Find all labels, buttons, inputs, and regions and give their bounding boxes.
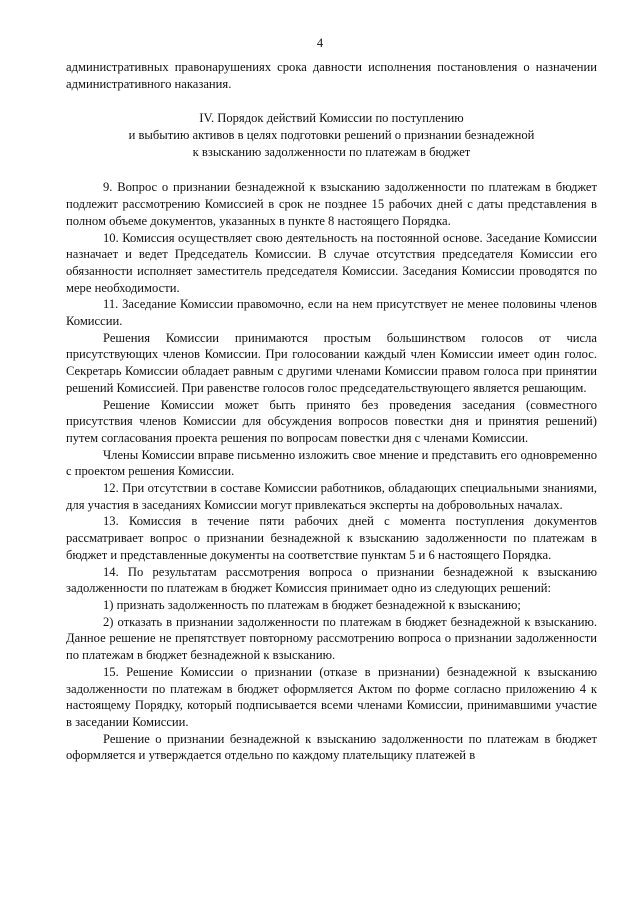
paragraph-item-13: 13. Комиссия в течение пяти рабочих дней с момента поступления документов рассматривает вопрос о признании безнадежной к взысканию задолженности по платежам в бюджет и представленные документы на соответствие пунктам 5 и 6 настоящего Порядка. — [66, 514, 597, 562]
paragraph-item-9: 9. Вопрос о признании безнадежной к взысканию задолженности по платежам в бюджет подлежит рассмотрению Комиссией в срок не позднее 15 рабочих дней с даты представления в полном объеме документов, указанных в пункте 8 настоящего Порядка. — [66, 180, 597, 228]
paragraph-voting: Решения Комиссии принимаются простым большинством голосов от числа присутствующих членов Комиссии. При голосовании каждый член Комиссии имеет один голос. Секретарь Комиссии обладает равным с другими членами Комиссии правом голоса при принятии решений Комиссией. При равенстве голосов голос председательствующего является решающим. — [66, 330, 597, 395]
paragraph-decision-option-1: 1) признать задолженность по платежам в бюджет безнадежной к взысканию; — [103, 597, 521, 612]
paragraph-decision-option-2: 2) отказать в признании задолженности по платежам в бюджет безнадежной к взысканию. Данное решение не препятствует повторному рассмотрению вопроса о признании задолженности по платежам в бюджет безнадежной к взысканию. — [66, 614, 597, 663]
paragraph-item-14: 14. По результатам рассмотрения вопроса о признании безнадежной к взысканию задолженности по платежам в бюджет Комиссия принимает одно из следующих решений: — [66, 564, 597, 596]
section-heading-line: к взысканию задолженности по платежам в бюджет — [192, 145, 471, 160]
paragraph-written-opinion: Члены Комиссии вправе письменно изложить свое мнение и представить его одновременно с проектом решения Комиссии. — [66, 447, 597, 479]
section-heading — [66, 110, 597, 161]
document-body — [66, 59, 597, 764]
paragraph-item-12: 12. При отсутствии в составе Комиссии работников, обладающих специальными знаниями, для участия в заседаниях Комиссии могут привлекаться эксперты на добровольных началах. — [66, 481, 597, 512]
paragraph-item-11: 11. Заседание Комиссии правомочно, если на нем присутствует не менее половины членов Комиссии. — [66, 297, 597, 329]
continuation-paragraph: административных правонарушениях срока давности исполнения постановления о назначении административного наказания. — [66, 60, 597, 91]
paragraph-item-15: 15. Решение Комиссии о признании (отказе в признании) безнадежной к взысканию задолженности по платежам в бюджет оформляется Актом по форме согласно приложению 4 к настоящему Порядку, который подписывается всеми членами Комиссии, принимавшими участие в заседании Комиссии. — [66, 664, 597, 729]
paragraph-item-10: 10. Комиссия осуществляет свою деятельность на постоянной основе. Заседание Комиссии назначает и ведет Председатель Комиссии. В случае отсутствия председателя Комиссии его обязанности исполняет заместитель председателя Комиссии. Заседания Комиссии проводятся по мере необходимости. — [66, 230, 597, 295]
section-heading-line: и выбытию активов в целях подготовки решений о признании безнадежной — [128, 128, 535, 143]
page-number: 4 — [316, 36, 324, 50]
section-heading-line: IV. Порядок действий Комиссии по поступлению — [199, 111, 464, 126]
paragraph-act-approval: Решение о признании безнадежной к взысканию задолженности по платежам в бюджет оформляется и утверждается отдельно по каждому плательщику платежей в — [66, 731, 597, 763]
paragraph-absentee-decision: Решение Комиссии может быть принято без проведения заседания (совместного присутствия членов Комиссии для обсуждения вопросов повестки дня и принятия решений) путем согласования проекта решения по вопросам повестки дня с членами Комиссии. — [66, 397, 597, 445]
